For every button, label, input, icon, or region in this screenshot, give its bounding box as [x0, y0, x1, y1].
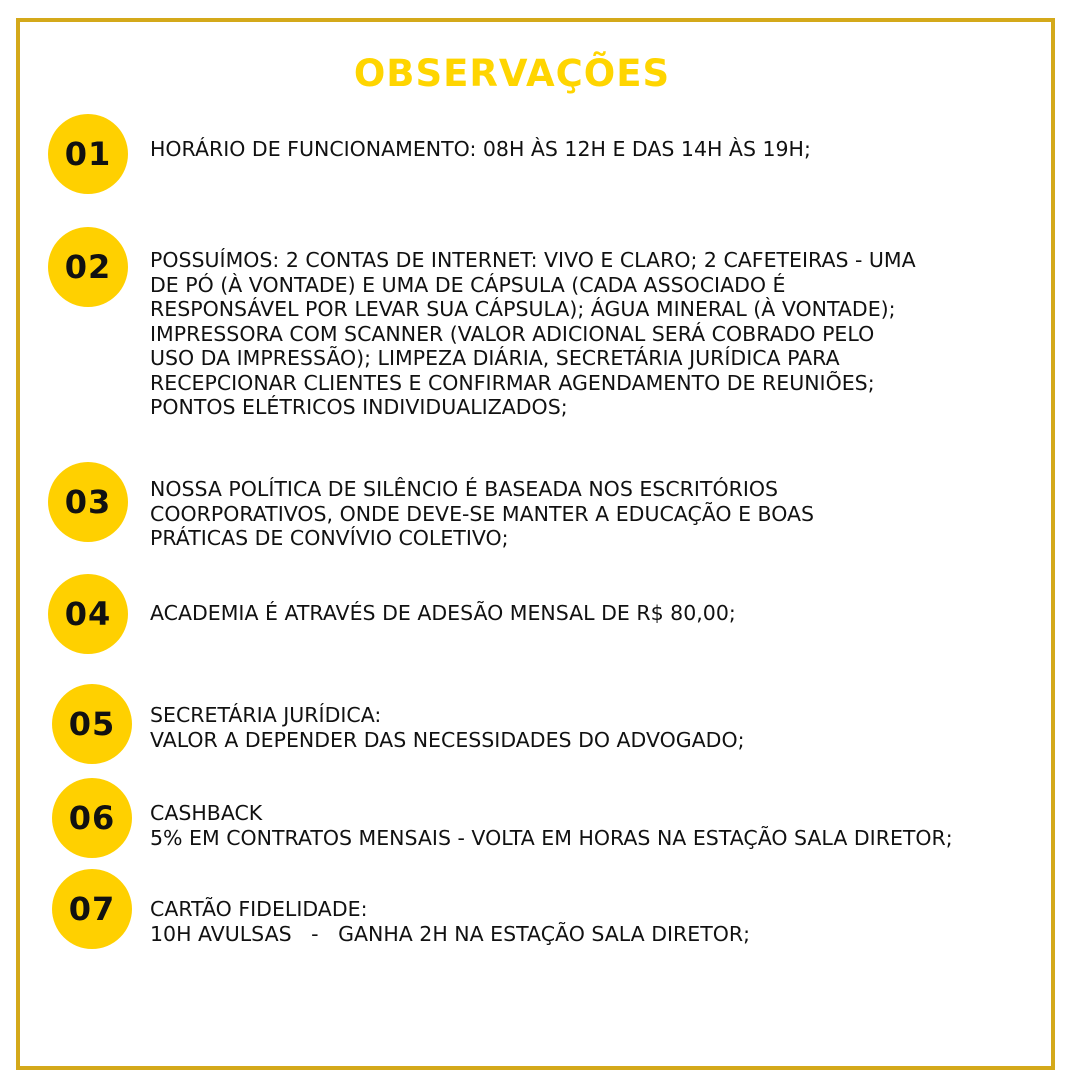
item-text-line: COORPORATIVOS, ONDE DEVE-SE MANTER A EDUCAÇÃO E BOAS	[150, 501, 815, 526]
item-text-line: IMPRESSORA COM SCANNER (VALOR ADICIONAL SERÁ COBRADO PELO	[150, 321, 875, 346]
number-badge: 02	[48, 227, 128, 307]
number-badge: 01	[48, 114, 128, 194]
item-text-line: CASHBACK	[150, 801, 263, 825]
item-text-line: NOSSA POLÍTICA DE SILÊNCIO É BASEADA NOS ESCRITÓRIOS	[150, 477, 779, 501]
item-text-line: 10H AVULSAS - GANHA 2H NA ESTAÇÃO SALA DIRETOR;	[150, 921, 751, 946]
item-text-line: HORÁRIO DE FUNCIONAMENTO: 08H ÀS 12H E DAS 14H ÀS 19H;	[150, 137, 811, 161]
number-badge: 07	[52, 869, 132, 949]
item-text-line: RESPONSÁVEL POR LEVAR SUA CÁPSULA); ÁGUA MINERAL (À VONTADE);	[150, 297, 896, 321]
item-text-line: 5% EM CONTRATOS MENSAIS - VOLTA EM HORAS NA ESTAÇÃO SALA DIRETOR;	[150, 825, 953, 850]
item-text-line: RECEPCIONAR CLIENTES E CONFIRMAR AGENDAMENTO DE REUNIÕES;	[150, 370, 875, 395]
item-text	[150, 137, 1050, 162]
item-text	[150, 801, 1050, 850]
item-text-line: PRÁTICAS DE CONVÍVIO COLETIVO;	[150, 526, 509, 550]
item-text-line: PONTOS ELÉTRICOS INDIVIDUALIZADOS;	[150, 395, 568, 419]
number-badge: 04	[48, 574, 128, 654]
item-text-line: POSSUÍMOS: 2 CONTAS DE INTERNET: VIVO E CLARO; 2 CAFETEIRAS - UMA	[150, 248, 916, 272]
item-text	[150, 897, 1050, 946]
item-text-line: ACADEMIA É ATRAVÉS DE ADESÃO MENSAL DE R$ 80,00;	[150, 601, 736, 625]
item-text-line: DE PÓ (À VONTADE) E UMA DE CÁPSULA (CADA ASSOCIADO É	[150, 272, 786, 297]
item-text-line: SECRETÁRIA JURÍDICA:	[150, 703, 382, 727]
number-badge: 03	[48, 462, 128, 542]
item-text	[150, 703, 1050, 752]
item-text-line: CARTÃO FIDELIDADE:	[150, 897, 368, 921]
page-title: OBSERVAÇÕES	[353, 52, 671, 95]
item-text-line: USO DA IMPRESSÃO); LIMPEZA DIÁRIA, SECRETÁRIA JURÍDICA PARA	[150, 346, 840, 370]
item-text	[150, 477, 1050, 551]
item-text	[150, 248, 1050, 420]
number-badge: 05	[52, 684, 132, 764]
item-text-line: VALOR A DEPENDER DAS NECESSIDADES DO ADVOGADO;	[150, 727, 745, 752]
number-badge: 06	[52, 778, 132, 858]
item-text	[150, 601, 1050, 626]
